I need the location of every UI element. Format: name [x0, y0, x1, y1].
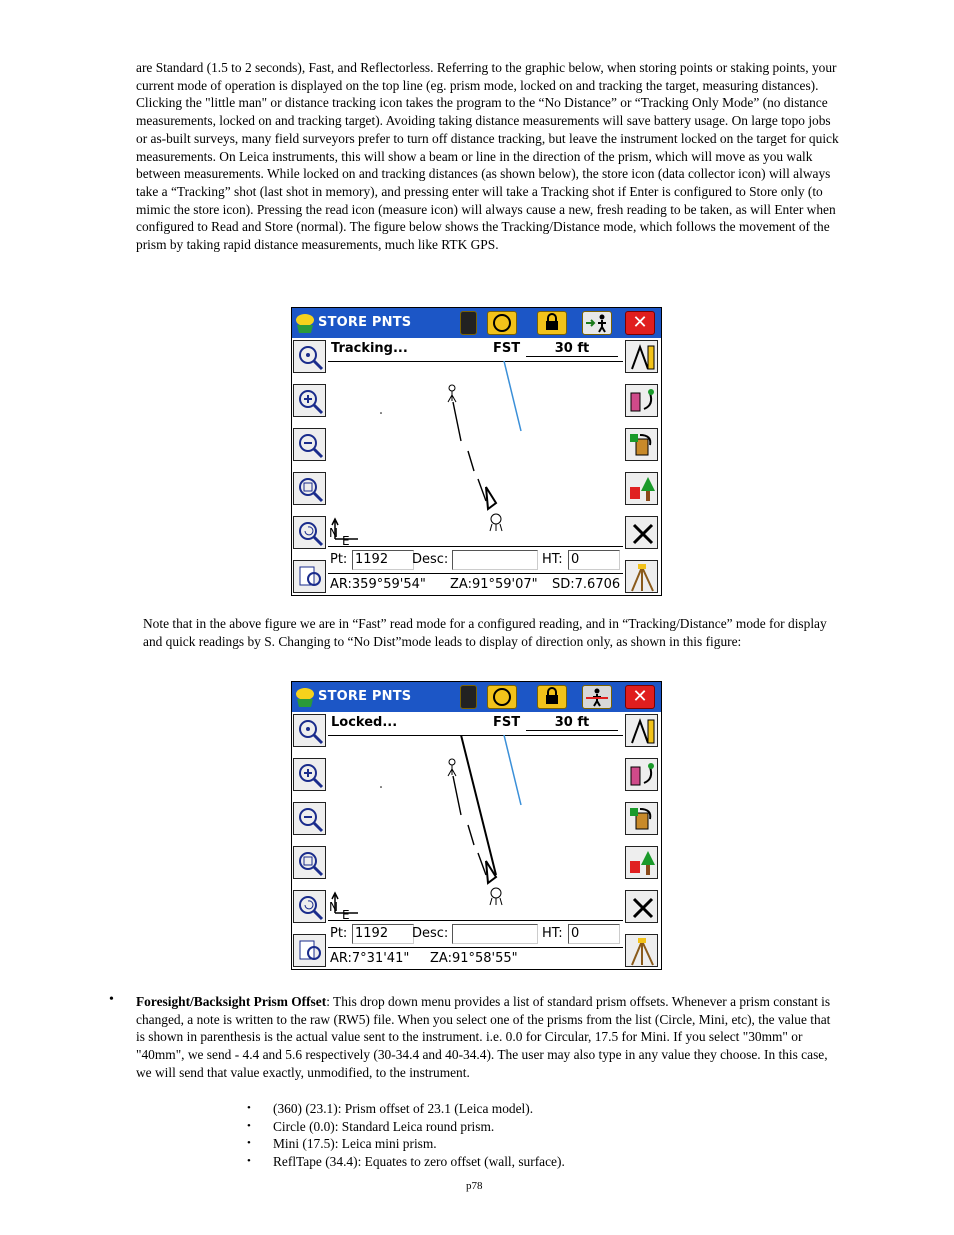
speed-label: FST	[493, 715, 521, 730]
measure-icon[interactable]	[625, 714, 658, 747]
zoom-out-icon[interactable]	[293, 428, 326, 461]
point-field-row	[328, 920, 623, 948]
page-number: p78	[466, 1180, 483, 1192]
status-line	[328, 713, 623, 736]
za-readout: ZA:91°58'55"	[430, 951, 518, 966]
tools-icon[interactable]	[625, 890, 658, 923]
track-path	[453, 776, 486, 875]
desc-input[interactable]	[452, 924, 538, 944]
mode-label: Locked...	[331, 715, 398, 730]
carlson-logo-icon	[294, 311, 316, 335]
prism-offset-heading: Foresight/Backsight Prism Offset	[136, 994, 327, 1009]
svg-text:N: N	[329, 900, 338, 914]
ht-label: HT:	[542, 926, 563, 941]
store-icon[interactable]	[625, 758, 658, 791]
point-field-row	[328, 546, 623, 574]
no-dist-man-icon[interactable]	[582, 685, 612, 709]
tripod-icon[interactable]	[625, 560, 658, 593]
battery-icon[interactable]	[460, 685, 477, 709]
instrument-icon	[448, 759, 456, 776]
zoom-previous-icon[interactable]	[293, 516, 326, 549]
svg-text:N: N	[329, 526, 338, 540]
svg-text:E: E	[342, 534, 350, 545]
measure-icon[interactable]	[625, 340, 658, 373]
screen-title: STORE PNTS	[318, 315, 412, 330]
close-button[interactable]: ✕	[625, 685, 655, 709]
zoom-extents-icon[interactable]	[293, 714, 326, 747]
mode-label: Tracking...	[331, 341, 408, 356]
tools-icon[interactable]	[625, 516, 658, 549]
prism-offset-paragraph	[136, 993, 842, 1082]
screenshot-locked	[291, 681, 662, 970]
bullet-dot: •	[109, 992, 114, 1007]
prism-target-icon	[490, 888, 502, 905]
desc-label: Desc:	[412, 552, 449, 567]
screen-list-icon[interactable]	[293, 934, 326, 967]
pt-label: Pt:	[330, 552, 348, 567]
ht-input[interactable]: 0	[568, 550, 620, 570]
instrument-icon	[448, 385, 456, 402]
beam-line	[504, 735, 521, 805]
note-paragraph: Note that in the above figure we are in “Fast” read mode for a configured reading, and in “Tracking/Distance” mode for display and quick readings by S. Changing to “No Dist”mode leads to display of direction only, as shown in this figure:	[143, 616, 827, 649]
status-line	[328, 339, 623, 362]
zoom-in-icon[interactable]	[293, 384, 326, 417]
zoom-extents-icon[interactable]	[293, 340, 326, 373]
intro-paragraph: are Standard (1.5 to 2 seconds), Fast, and Reflectorless. Referring to the graphic below, when storing points or staking points, your current mode of operation is displayed on the top line (eg. prism mode, locked on and tracking the target, measuring distances). Clicking the "little man" or distance tracking icon takes the program to the “No Distance” or “Tracking Only Mode” (no distance measurements, locked on and tracking target). Avoiding taking distance measurements will save battery usage. On large topo jobs or as-built surveys, many field surveyors prefer to turn off distance tracking, but leave the instrument locked on the target for quick measurements. On Leica instruments, this will show a beam or line in the direction of the prism, which will move as you walk between measurements. While locked on and tracking distances (as shown below), the store icon (data collector icon) will always take a “Tracking” shot (last shot in memory), and pressing enter will take a Tracking shot if Enter is configured to Store only (to mimic the store icon). Pressing the read icon (measure icon) will always cause a new, fresh reading to be taken, as will Enter when configured to Read and Store (normal). The figure below shows the Tracking/Distance mode, which follows the movement of the prism by taking rapid distance measurements, much like RTK GPS.	[136, 60, 839, 253]
ht-label: HT:	[542, 552, 563, 567]
map-view	[328, 361, 623, 545]
screen-list-icon[interactable]	[293, 560, 326, 593]
tracking-man-icon[interactable]	[582, 311, 612, 335]
angle-readout-row	[328, 947, 623, 969]
tripod-icon[interactable]	[625, 934, 658, 967]
prism-offset-text: : This drop down menu provides a list of standard prism offsets. Whenever a prism constant is changed, a note is written to the raw (RW5) file. When you select one of the prisms from the list (Circle, Mini, etc), the value that is shown in parenthesis is the actual value sent to the instrument. i.e. 0.0 for Circular, 17.5 for Mini. If you select "30mm" or "40mm", we send - 4.4 and 5.6 respectively (30-34.4 and 40-34.4). The user may also type in any value they choose. In this case, we will send that value exactly, unmodified, to the instrument.	[136, 994, 831, 1080]
sd-readout: SD:7.6706	[552, 577, 621, 592]
lock-icon[interactable]	[537, 685, 567, 709]
rod-marker-icon	[486, 487, 496, 509]
zoom-out-icon[interactable]	[293, 802, 326, 835]
svg-text:E: E	[342, 908, 350, 919]
scale-label: 30 ft	[526, 341, 618, 357]
pt-label: Pt:	[330, 926, 348, 941]
desc-input[interactable]	[452, 550, 538, 570]
carlson-logo-icon	[294, 685, 316, 709]
prism-icon[interactable]	[487, 311, 517, 335]
stakeout-icon[interactable]	[625, 472, 658, 505]
track-path	[453, 402, 486, 501]
prism-icon[interactable]	[487, 685, 517, 709]
store-icon[interactable]	[625, 384, 658, 417]
backsight-icon[interactable]	[625, 802, 658, 835]
north-arrow-icon	[329, 893, 358, 919]
screen-title: STORE PNTS	[318, 689, 412, 704]
north-arrow-icon	[329, 519, 358, 545]
zoom-in-icon[interactable]	[293, 758, 326, 791]
pt-input[interactable]: 1192	[352, 550, 414, 570]
ar-readout: AR:359°59'54"	[330, 577, 426, 592]
stakeout-icon[interactable]	[625, 846, 658, 879]
title-bar	[292, 308, 661, 338]
beam-line	[504, 361, 521, 431]
backsight-icon[interactable]	[625, 428, 658, 461]
ar-readout: AR:7°31'41"	[330, 951, 410, 966]
angle-readout-row	[328, 573, 623, 595]
title-bar	[292, 682, 661, 712]
zoom-previous-icon[interactable]	[293, 890, 326, 923]
prism-target-icon	[490, 514, 502, 531]
speed-label: FST	[493, 341, 521, 356]
desc-label: Desc:	[412, 926, 449, 941]
close-button[interactable]: ✕	[625, 311, 655, 335]
zoom-window-icon[interactable]	[293, 472, 326, 505]
za-readout: ZA:91°59'07"	[450, 577, 538, 592]
scale-label: 30 ft	[526, 715, 618, 731]
map-view	[328, 735, 623, 919]
pt-input[interactable]: 1192	[352, 924, 414, 944]
zoom-window-icon[interactable]	[293, 846, 326, 879]
battery-icon[interactable]	[460, 311, 477, 335]
lock-icon[interactable]	[537, 311, 567, 335]
screenshot-tracking	[291, 307, 662, 596]
ht-input[interactable]: 0	[568, 924, 620, 944]
